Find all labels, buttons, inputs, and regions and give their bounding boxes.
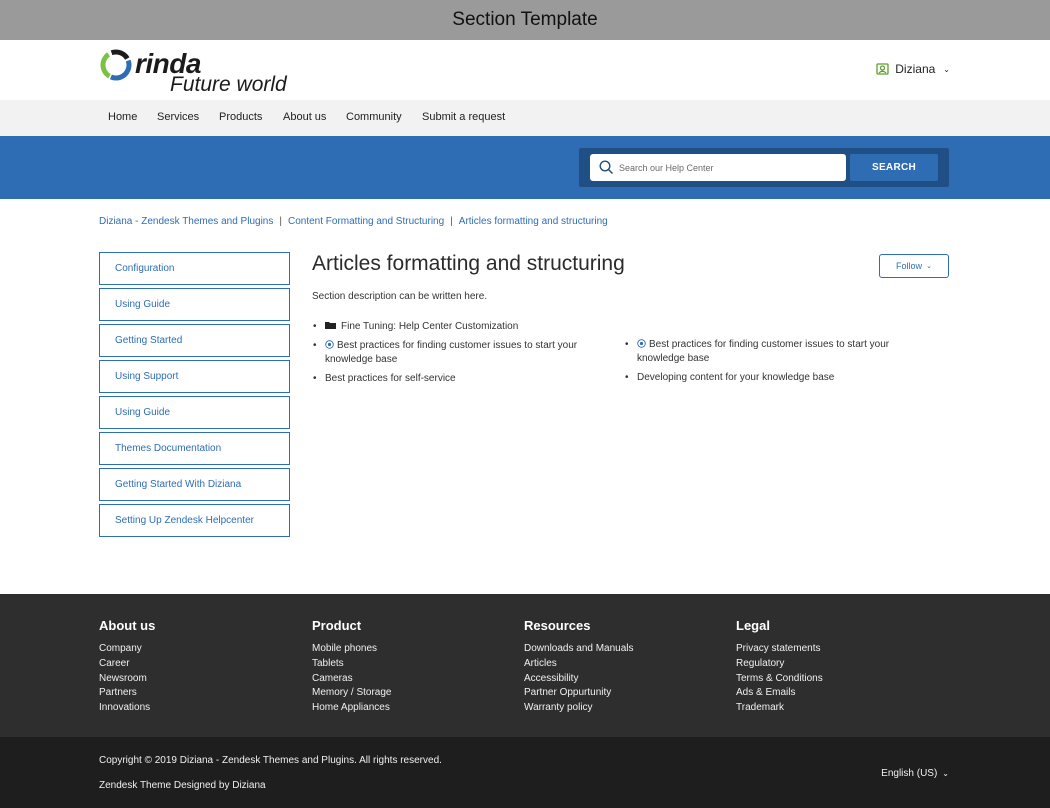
promoted-star-icon — [637, 339, 646, 348]
footer-link[interactable]: Ads & Emails — [736, 687, 796, 699]
nav-item-about-us[interactable]: About us — [283, 111, 327, 123]
footer-bottom-bar — [0, 737, 1050, 808]
footer-link[interactable]: Cameras — [312, 672, 353, 684]
footer-link[interactable]: Downloads and Manuals — [524, 643, 634, 654]
sidebar-item-getting-started-diziana[interactable]: Getting Started With Diziana — [99, 468, 290, 501]
language-label: English (US) — [881, 768, 938, 779]
folder-icon — [325, 321, 336, 329]
footer-heading: Product — [312, 618, 362, 633]
follow-label: Follow — [896, 261, 923, 271]
sidebar-item-getting-started[interactable]: Getting Started — [99, 324, 290, 357]
user-menu[interactable] — [876, 62, 950, 76]
page-title: Articles formatting and structuring — [312, 252, 625, 275]
designed-by-text: Zendesk Theme Designed by Diziana — [99, 780, 266, 791]
follow-button[interactable] — [879, 254, 949, 278]
article-link: Best practices for finding customer issues to start your knowledge base — [637, 339, 890, 364]
chevron-down-icon: ⌄ — [943, 64, 950, 74]
sidebar-item-using-guide-2[interactable]: Using Guide — [99, 396, 290, 429]
section-description: Section description can be written here. — [312, 291, 488, 302]
footer-link[interactable]: Terms & Conditions — [736, 672, 823, 684]
logo-tagline: Future world — [170, 73, 287, 96]
search-input[interactable] — [619, 154, 841, 181]
user-name: Diziana — [895, 62, 936, 76]
article-link: Developing content for your knowledge base — [637, 372, 835, 383]
nav-item-services[interactable]: Services — [157, 111, 200, 123]
sidebar-item-themes-documentation[interactable]: Themes Documentation — [99, 432, 290, 465]
footer-link[interactable]: Trademark — [736, 702, 784, 714]
sidebar-item-using-support[interactable]: Using Support — [99, 360, 290, 393]
footer-link[interactable]: Accessibility — [524, 672, 579, 684]
list-item[interactable] — [313, 339, 615, 367]
article-link: Fine Tuning: Help Center Customization — [341, 321, 519, 332]
nav-item-home[interactable]: Home — [108, 111, 138, 123]
article-list-right — [625, 338, 927, 390]
search-button[interactable]: SEARCH — [850, 154, 938, 181]
footer-link[interactable]: Company — [99, 643, 142, 654]
search-form — [579, 148, 949, 187]
breadcrumb-item-section[interactable]: Articles formatting and structuring — [458, 216, 608, 227]
search-field[interactable] — [590, 154, 846, 181]
article-link: Best practices for finding customer issues to start your knowledge base — [325, 340, 578, 365]
footer-column-product — [312, 618, 391, 716]
bullet: • — [625, 372, 629, 383]
breadcrumb — [99, 216, 608, 227]
chevron-down-icon: ⌄ — [926, 263, 932, 270]
breadcrumb-item-category[interactable]: Content Formatting and Structuring — [287, 216, 445, 227]
brand-logo[interactable] — [99, 46, 299, 96]
article-link: Best practices for self-service — [325, 373, 456, 384]
bullet: • — [313, 373, 317, 384]
copyright-text: Copyright © 2019 Diziana - Zendesk Themes and Plugins. All rights reserved. — [99, 755, 442, 766]
list-item[interactable] — [313, 372, 615, 386]
chevron-down-icon: ⌄ — [942, 769, 949, 778]
footer-link[interactable]: Privacy statements — [736, 643, 821, 654]
footer-link[interactable]: Memory / Storage — [312, 687, 392, 699]
logo-wordmark: rinda — [135, 48, 201, 79]
footer-link[interactable]: Innovations — [99, 702, 151, 714]
footer-link[interactable]: Mobile phones — [312, 643, 378, 654]
list-item[interactable] — [625, 338, 927, 366]
window-title: Section Template — [0, 0, 1050, 40]
footer-column-legal — [736, 618, 823, 716]
language-selector[interactable] — [881, 768, 949, 779]
sidebar-item-using-guide[interactable]: Using Guide — [99, 288, 290, 321]
footer-heading: Legal — [736, 618, 770, 633]
section-sidebar — [99, 252, 290, 540]
footer-link[interactable]: Home Appliances — [312, 702, 390, 714]
footer-link[interactable]: Career — [99, 657, 130, 669]
search-banner — [0, 136, 1050, 199]
main-nav — [0, 100, 1050, 136]
footer-column-resources — [524, 618, 634, 716]
sidebar-item-setting-up-helpcenter[interactable]: Setting Up Zendesk Helpcenter — [99, 504, 290, 537]
nav-item-submit-request[interactable]: Submit a request — [422, 111, 506, 123]
nav-item-community[interactable]: Community — [346, 111, 402, 123]
list-item[interactable] — [625, 371, 927, 385]
footer-heading: Resources — [524, 618, 591, 633]
logo-ring-icon — [99, 48, 133, 82]
list-item[interactable] — [313, 320, 615, 334]
nav-item-products[interactable]: Products — [219, 111, 263, 123]
breadcrumb-separator: | — [279, 216, 282, 227]
search-icon — [599, 160, 614, 175]
promoted-star-icon — [325, 340, 334, 349]
footer-link[interactable]: Warranty policy — [524, 702, 593, 714]
breadcrumb-separator: | — [450, 216, 453, 227]
bullet: • — [313, 321, 317, 332]
footer-link[interactable]: Regulatory — [736, 657, 785, 669]
article-list-left — [313, 320, 615, 391]
footer-column-about — [99, 618, 155, 716]
bullet: • — [313, 340, 317, 351]
sidebar-item-configuration[interactable]: Configuration — [99, 252, 290, 285]
site-header — [0, 40, 1050, 100]
footer-heading: About us — [99, 618, 156, 633]
site-footer — [0, 594, 1050, 737]
footer-link[interactable]: Newsroom — [99, 672, 147, 684]
bullet: • — [625, 339, 629, 350]
user-badge-icon — [876, 62, 890, 76]
footer-link[interactable]: Tablets — [312, 657, 344, 669]
footer-link[interactable]: Partner Oppurtunity — [524, 687, 612, 699]
footer-link[interactable]: Partners — [99, 687, 137, 699]
breadcrumb-item-home[interactable]: Diziana - Zendesk Themes and Plugins — [99, 216, 274, 227]
footer-link[interactable]: Articles — [524, 657, 557, 669]
